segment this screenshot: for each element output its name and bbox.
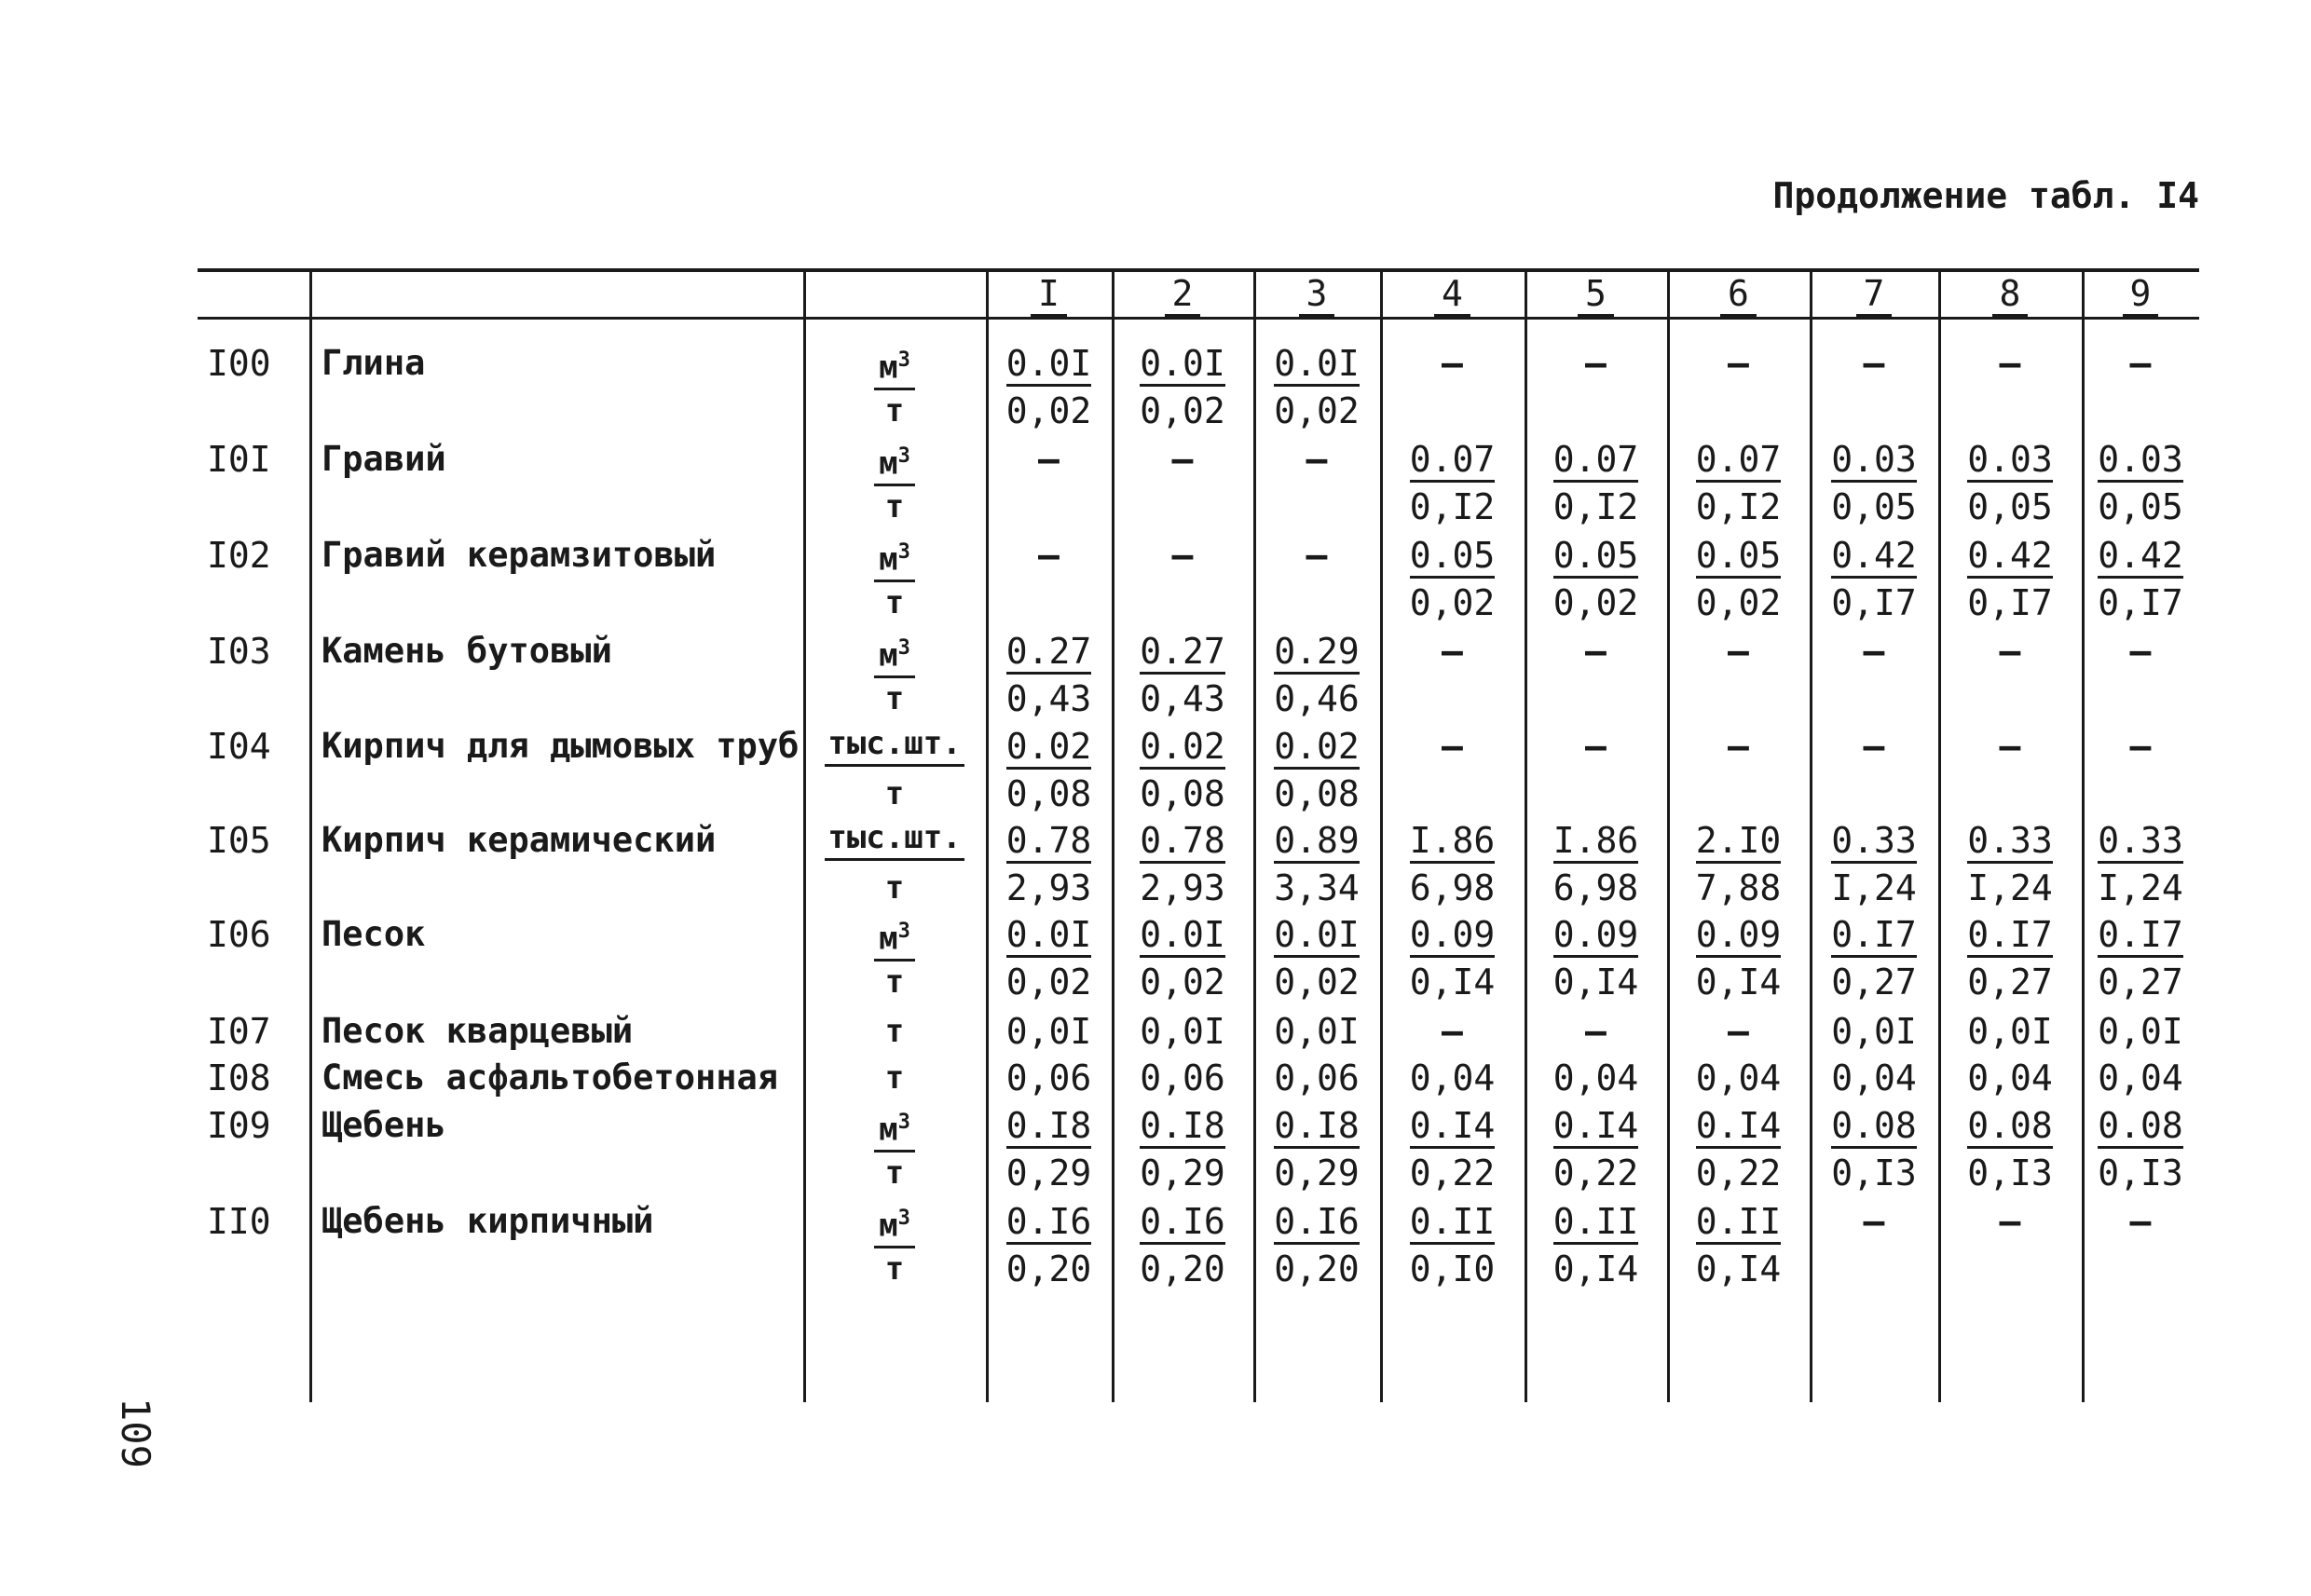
- cell-value-text: 0.02: [1006, 726, 1092, 770]
- cell-value-top: [986, 532, 1112, 579]
- unit-top: $м^3$: [874, 532, 915, 582]
- cell-value-text: 0.I6: [1274, 1201, 1360, 1245]
- cell-value-bottom: 0,I4: [1695, 962, 1782, 1003]
- cell-value-top: [1525, 340, 1667, 387]
- column-header-label: 4: [1434, 273, 1470, 317]
- unit-top: тыс.шт.: [825, 723, 964, 767]
- cell-value-bottom: 7,88: [1695, 867, 1782, 908]
- cell-value-text: –: [1728, 726, 1749, 767]
- cell-value-top: [1938, 532, 2082, 579]
- cell-value-bottom: 0,02: [1552, 582, 1639, 623]
- cell-value-text: 0.33: [1831, 820, 1917, 864]
- cell-value-top: [1810, 628, 1938, 675]
- unit-bottom: т: [884, 869, 905, 907]
- cell-value-bottom: 0,04: [1409, 1057, 1496, 1098]
- page-number: 109: [113, 1398, 158, 1468]
- column-header: [1112, 270, 1253, 317]
- cell-value-bottom: 0,46: [1274, 678, 1360, 719]
- cell-value-text: 0.I6: [1006, 1201, 1092, 1245]
- cell-value-bottom: 3,34: [1274, 867, 1360, 908]
- cell-value-bottom: 0,02: [1274, 962, 1360, 1003]
- cell-value-text: 0.I7: [2098, 914, 2183, 958]
- cell-value-top: [1253, 340, 1380, 387]
- cell-value-top: [1380, 1198, 1525, 1245]
- cell-value-top: [2082, 340, 2199, 387]
- cell-value-bottom: 0,20: [1005, 1248, 1092, 1289]
- cell-value-text: 0.II: [1553, 1201, 1639, 1245]
- cell-value-text: 0.03: [1967, 439, 2053, 483]
- cell-value-top: [1253, 436, 1380, 483]
- cell-value-text: –: [1585, 631, 1607, 672]
- cell-value-top: [1525, 817, 1667, 864]
- cell-value-top: [1380, 817, 1525, 864]
- material-name: Песок кварцевый: [321, 1011, 634, 1051]
- cell-value-text: –: [2129, 343, 2152, 384]
- cell-value-bottom: –: [1442, 1011, 1463, 1052]
- cell-value-bottom: 0,I7: [1967, 582, 2053, 623]
- unit-bottom: т: [884, 488, 905, 525]
- cell-value-top: [1938, 1198, 2082, 1245]
- unit-top: $м^3$: [874, 340, 915, 390]
- cell-value-bottom: 0,I2: [1552, 486, 1639, 527]
- cell-value-text: –: [1442, 726, 1463, 767]
- cell-value-top: [1667, 436, 1810, 483]
- cell-value-top: [1380, 436, 1525, 483]
- cell-value-top: [1112, 1102, 1253, 1149]
- cell-value-top: [1525, 436, 1667, 483]
- cell-value-top: [1253, 911, 1380, 958]
- material-name: Песок: [321, 914, 426, 954]
- cell-value-bottom: 0,0I: [1005, 1011, 1092, 1052]
- cell-value-bottom: 0,08: [1005, 773, 1092, 814]
- cell-value-text: –: [2129, 631, 2152, 672]
- cell-value-bottom: 0,02: [1409, 582, 1496, 623]
- cell-value-text: 0.I4: [1553, 1105, 1639, 1149]
- cell-value-text: 0.I8: [1006, 1105, 1092, 1149]
- cell-value-top: [2082, 532, 2199, 579]
- cell-value-top: [1253, 723, 1380, 770]
- column-header-label: 5: [1578, 273, 1614, 317]
- cell-value-top: [1112, 532, 1253, 579]
- cell-value-text: –: [1442, 343, 1463, 384]
- cell-value-top: [1525, 532, 1667, 579]
- cell-value-bottom: 0,43: [1140, 678, 1225, 719]
- cell-value-bottom: 0,0I: [1274, 1011, 1360, 1052]
- cell-value-bottom: 0,06: [1140, 1057, 1225, 1098]
- cell-value-top: [1810, 1198, 1938, 1245]
- cell-value-top: [2082, 1102, 2199, 1149]
- column-header: [1253, 270, 1380, 317]
- material-name: Щебень кирпичный: [321, 1201, 654, 1241]
- cell-value-text: I.86: [1410, 820, 1496, 864]
- cell-value-top: [1525, 911, 1667, 958]
- cell-value-text: 0.27: [1006, 631, 1092, 675]
- cell-value-bottom: 0,02: [1005, 962, 1092, 1003]
- cell-value-bottom: 0,04: [1967, 1057, 2053, 1098]
- cell-value-bottom: 0,04: [1552, 1057, 1639, 1098]
- cell-value-top: [986, 723, 1112, 770]
- unit-top: $м^3$: [874, 628, 915, 678]
- cell-value-text: –: [1442, 631, 1463, 672]
- column-header: [1667, 270, 1810, 317]
- cell-value-bottom: 6,98: [1409, 867, 1496, 908]
- cell-value-text: 0.0I: [1006, 343, 1092, 387]
- cell-value-text: 0.05: [1553, 535, 1639, 579]
- cell-value-bottom: 6,98: [1552, 867, 1639, 908]
- unit-top: $м^3$: [874, 436, 915, 486]
- cell-value-top: [1380, 628, 1525, 675]
- cell-value-bottom: 0,22: [1695, 1153, 1782, 1194]
- cell-value-top: [1667, 340, 1810, 387]
- cell-value-top: [1525, 628, 1667, 675]
- unit-bottom: т: [884, 1059, 905, 1097]
- column-header-label: 9: [2123, 273, 2159, 317]
- cell-value-text: 0.09: [1410, 914, 1496, 958]
- material-name: Камень бутовый: [321, 631, 612, 671]
- cell-value-top: [1938, 436, 2082, 483]
- cell-value-text: 0.42: [2098, 535, 2183, 579]
- cell-value-text: I.86: [1553, 820, 1639, 864]
- row-number: I06: [207, 914, 271, 955]
- cell-value-bottom: 0,I4: [1552, 962, 1639, 1003]
- cell-value-bottom: 0,06: [1005, 1057, 1092, 1098]
- cell-value-top: [1253, 817, 1380, 864]
- cell-value-text: 0.07: [1696, 439, 1782, 483]
- cell-value-bottom: 0,0I: [1967, 1011, 2053, 1052]
- cell-value-bottom: 0,I3: [2098, 1153, 2183, 1194]
- cell-value-top: [2082, 1198, 2199, 1245]
- column-header-label: I: [1031, 273, 1067, 317]
- cell-value-text: 0.09: [1696, 914, 1782, 958]
- cell-value-text: –: [1728, 631, 1749, 672]
- cell-value-bottom: 0,02: [1140, 390, 1225, 431]
- row-number: I0I: [207, 439, 271, 480]
- unit-bottom: т: [884, 1250, 905, 1288]
- cell-value-bottom: 0,20: [1140, 1248, 1225, 1289]
- row-number: I09: [207, 1105, 271, 1146]
- cell-value-text: 0.09: [1553, 914, 1639, 958]
- cell-value-text: 0.08: [1967, 1105, 2053, 1149]
- cell-value-top: [1380, 340, 1525, 387]
- cell-value-top: [1253, 628, 1380, 675]
- cell-value-bottom: 0,06: [1274, 1057, 1360, 1098]
- cell-value-text: –: [1863, 631, 1885, 672]
- cell-value-text: –: [1999, 726, 2021, 767]
- unit-top: тыс.шт.: [825, 817, 964, 861]
- column-header: [986, 270, 1112, 317]
- cell-value-bottom: 0,04: [1695, 1057, 1782, 1098]
- column-header-label: 2: [1165, 273, 1201, 317]
- cell-value-top: [1380, 723, 1525, 770]
- material-name: Кирпич керамический: [321, 820, 717, 860]
- cell-value-text: –: [1306, 535, 1328, 576]
- cell-value-top: [1938, 1102, 2082, 1149]
- cell-value-bottom: 2,93: [1140, 867, 1225, 908]
- row-number: I05: [207, 820, 271, 861]
- column-header: [1938, 270, 2082, 317]
- column-header: [1525, 270, 1667, 317]
- cell-value-text: 0.0I: [1274, 343, 1360, 387]
- unit-bottom: т: [884, 1013, 905, 1050]
- unit-bottom: т: [884, 392, 905, 430]
- cell-value-top: [1667, 817, 1810, 864]
- cell-value-top: [1253, 532, 1380, 579]
- cell-value-text: 0.0I: [1140, 914, 1225, 958]
- cell-value-top: [986, 340, 1112, 387]
- cell-value-bottom: 0,02: [1140, 962, 1225, 1003]
- cell-value-top: [1253, 1198, 1380, 1245]
- unit-bottom: т: [884, 963, 905, 1001]
- table-header-rule: [198, 317, 2199, 320]
- cell-value-bottom: 0,29: [1274, 1153, 1360, 1194]
- row-number: II0: [207, 1201, 271, 1242]
- cell-value-text: –: [1171, 535, 1194, 576]
- cell-value-bottom: 0,0I: [1140, 1011, 1225, 1052]
- cell-value-top: [2082, 817, 2199, 864]
- cell-value-bottom: I,24: [1831, 867, 1917, 908]
- cell-value-bottom: I,24: [1967, 867, 2053, 908]
- cell-value-top: [1938, 911, 2082, 958]
- cell-value-text: 0.78: [1140, 820, 1225, 864]
- cell-value-top: [1667, 532, 1810, 579]
- cell-value-top: [986, 1102, 1112, 1149]
- cell-value-top: [1112, 911, 1253, 958]
- cell-value-bottom: 0,20: [1274, 1248, 1360, 1289]
- cell-value-top: [1380, 532, 1525, 579]
- cell-value-bottom: 0,I7: [1831, 582, 1917, 623]
- cell-value-bottom: 0,0I: [2098, 1011, 2183, 1052]
- cell-value-text: –: [1728, 343, 1749, 384]
- cell-value-top: [2082, 723, 2199, 770]
- material-name: Смесь асфальтобетонная: [321, 1057, 779, 1098]
- cell-value-top: [986, 1198, 1112, 1245]
- cell-value-text: 0.05: [1410, 535, 1496, 579]
- cell-value-top: [1810, 911, 1938, 958]
- cell-value-top: [1525, 1198, 1667, 1245]
- cell-value-text: –: [1038, 535, 1060, 576]
- table-caption: Продолжение табл. I4: [1772, 175, 2199, 216]
- cell-value-top: [1810, 436, 1938, 483]
- unit-bottom: т: [884, 1154, 905, 1192]
- cell-value-text: 0.I8: [1274, 1105, 1360, 1149]
- cell-value-text: 0.I4: [1410, 1105, 1496, 1149]
- column-header: [1380, 270, 1525, 317]
- cell-value-bottom: I,24: [2098, 867, 2183, 908]
- cell-value-bottom: –: [1585, 1011, 1607, 1052]
- cell-value-top: [1380, 911, 1525, 958]
- cell-value-text: –: [1863, 1201, 1885, 1242]
- cell-value-top: [1667, 1102, 1810, 1149]
- cell-value-text: 0.33: [2098, 820, 2183, 864]
- cell-value-text: 0.42: [1831, 535, 1917, 579]
- cell-value-text: 0.02: [1274, 726, 1360, 770]
- cell-value-bottom: 0,08: [1140, 773, 1225, 814]
- cell-value-top: [1112, 436, 1253, 483]
- column-rule: [309, 268, 312, 1402]
- cell-value-text: –: [1171, 439, 1194, 480]
- cell-value-top: [2082, 911, 2199, 958]
- cell-value-text: 0.29: [1274, 631, 1360, 675]
- cell-value-top: [1810, 340, 1938, 387]
- material-name: Гравий керамзитовый: [321, 535, 717, 575]
- cell-value-bottom: 0,0I: [1831, 1011, 1917, 1052]
- cell-value-top: [1112, 723, 1253, 770]
- cell-value-top: [1112, 340, 1253, 387]
- cell-value-bottom: 0,22: [1552, 1153, 1639, 1194]
- cell-value-top: [1938, 723, 2082, 770]
- cell-value-bottom: 0,04: [1831, 1057, 1917, 1098]
- cell-value-text: 0.03: [1831, 439, 1917, 483]
- cell-value-top: [1112, 1198, 1253, 1245]
- cell-value-text: 0.78: [1006, 820, 1092, 864]
- cell-value-bottom: 0,I2: [1695, 486, 1782, 527]
- cell-value-text: 0.I8: [1140, 1105, 1225, 1149]
- cell-value-text: –: [1999, 343, 2021, 384]
- cell-value-top: [2082, 436, 2199, 483]
- cell-value-text: 0.0I: [1140, 343, 1225, 387]
- cell-value-text: 0.05: [1696, 535, 1782, 579]
- cell-value-bottom: 0,I4: [1552, 1248, 1639, 1289]
- cell-value-text: 0.0I: [1006, 914, 1092, 958]
- cell-value-bottom: 0,02: [1274, 390, 1360, 431]
- cell-value-top: [1938, 628, 2082, 675]
- cell-value-top: [1810, 532, 1938, 579]
- cell-value-top: [1667, 1198, 1810, 1245]
- cell-value-text: 0.42: [1967, 535, 2053, 579]
- cell-value-bottom: 0,I3: [1831, 1153, 1917, 1194]
- cell-value-bottom: 2,93: [1005, 867, 1092, 908]
- column-rule: [803, 268, 806, 1402]
- cell-value-text: 0.I7: [1831, 914, 1917, 958]
- cell-value-bottom: 0,I4: [1409, 962, 1496, 1003]
- row-number: I00: [207, 343, 271, 384]
- row-number: I08: [207, 1057, 271, 1098]
- cell-value-bottom: 0,02: [1005, 390, 1092, 431]
- cell-value-text: 0.0I: [1274, 914, 1360, 958]
- cell-value-bottom: 0,I0: [1409, 1248, 1496, 1289]
- cell-value-bottom: 0,I4: [1695, 1248, 1782, 1289]
- unit-top: $м^3$: [874, 1102, 915, 1153]
- cell-value-top: [986, 628, 1112, 675]
- cell-value-text: –: [2129, 726, 2152, 767]
- cell-value-text: 0.II: [1696, 1201, 1782, 1245]
- cell-value-bottom: –: [1728, 1011, 1749, 1052]
- cell-value-text: 0.08: [2098, 1105, 2183, 1149]
- unit-bottom: т: [884, 584, 905, 621]
- column-header-label: 8: [1992, 273, 2029, 317]
- row-number: I04: [207, 726, 271, 767]
- cell-value-text: –: [1999, 1201, 2021, 1242]
- cell-value-text: 0.I7: [1967, 914, 2053, 958]
- cell-value-text: –: [1038, 439, 1060, 480]
- column-header-label: 3: [1299, 273, 1335, 317]
- cell-value-top: [1380, 1102, 1525, 1149]
- cell-value-text: –: [1863, 343, 1885, 384]
- cell-value-top: [1525, 723, 1667, 770]
- cell-value-top: [986, 911, 1112, 958]
- cell-value-text: 0.08: [1831, 1105, 1917, 1149]
- cell-value-bottom: 0,27: [1831, 962, 1917, 1003]
- unit-top: $м^3$: [874, 911, 915, 962]
- material-name: Глина: [321, 343, 426, 383]
- cell-value-text: 0.07: [1553, 439, 1639, 483]
- cell-value-text: 0.II: [1410, 1201, 1496, 1245]
- cell-value-text: 0.27: [1140, 631, 1225, 675]
- unit-bottom: т: [884, 680, 905, 717]
- cell-value-text: –: [1999, 631, 2021, 672]
- column-header-label: 6: [1720, 273, 1757, 317]
- cell-value-text: 0.I4: [1696, 1105, 1782, 1149]
- cell-value-bottom: 0,05: [2098, 486, 2183, 527]
- cell-value-bottom: 0,08: [1274, 773, 1360, 814]
- cell-value-bottom: 0,I7: [2098, 582, 2183, 623]
- cell-value-bottom: 0,29: [1140, 1153, 1225, 1194]
- column-header-label: 7: [1856, 273, 1893, 317]
- row-number: I02: [207, 535, 271, 576]
- unit-top: $м^3$: [874, 1198, 915, 1248]
- cell-value-top: [1253, 1102, 1380, 1149]
- cell-value-bottom: 0,27: [2098, 962, 2183, 1003]
- cell-value-bottom: 0,22: [1409, 1153, 1496, 1194]
- cell-value-text: –: [1306, 439, 1328, 480]
- cell-value-top: [1938, 817, 2082, 864]
- cell-value-top: [1938, 340, 2082, 387]
- unit-bottom: т: [884, 775, 905, 812]
- row-number: I07: [207, 1011, 271, 1052]
- material-name: Щебень: [321, 1105, 446, 1145]
- cell-value-bottom: 0,43: [1005, 678, 1092, 719]
- cell-value-bottom: 0,04: [2098, 1057, 2183, 1098]
- cell-value-text: 0.I6: [1140, 1201, 1225, 1245]
- cell-value-top: [1810, 723, 1938, 770]
- cell-value-top: [2082, 628, 2199, 675]
- cell-value-bottom: 0,I3: [1967, 1153, 2053, 1194]
- column-header: [2082, 270, 2199, 317]
- cell-value-text: 2.I0: [1696, 820, 1782, 864]
- cell-value-text: –: [1863, 726, 1885, 767]
- cell-value-bottom: 0,I2: [1409, 486, 1496, 527]
- cell-value-text: 0.03: [2098, 439, 2183, 483]
- cell-value-top: [1525, 1102, 1667, 1149]
- cell-value-bottom: 0,02: [1695, 582, 1782, 623]
- cell-value-bottom: 0,05: [1831, 486, 1917, 527]
- cell-value-bottom: 0,05: [1967, 486, 2053, 527]
- cell-value-top: [986, 436, 1112, 483]
- cell-value-top: [1810, 1102, 1938, 1149]
- cell-value-text: –: [1585, 726, 1607, 767]
- cell-value-top: [1667, 723, 1810, 770]
- cell-value-text: 0.33: [1967, 820, 2053, 864]
- row-number: I03: [207, 631, 271, 672]
- cell-value-top: [1112, 628, 1253, 675]
- cell-value-text: –: [2129, 1201, 2152, 1242]
- cell-value-text: –: [1585, 343, 1607, 384]
- cell-value-text: 0.02: [1140, 726, 1225, 770]
- material-name: Кирпич для дымовых труб: [321, 726, 800, 766]
- cell-value-top: [1112, 817, 1253, 864]
- cell-value-top: [1810, 817, 1938, 864]
- cell-value-top: [1667, 628, 1810, 675]
- cell-value-bottom: 0,27: [1967, 962, 2053, 1003]
- cell-value-top: [986, 817, 1112, 864]
- material-name: Гравий: [321, 439, 446, 479]
- cell-value-top: [1667, 911, 1810, 958]
- cell-value-text: 0.07: [1410, 439, 1496, 483]
- cell-value-text: 0.89: [1274, 820, 1360, 864]
- column-header: [1810, 270, 1938, 317]
- cell-value-bottom: 0,29: [1005, 1153, 1092, 1194]
